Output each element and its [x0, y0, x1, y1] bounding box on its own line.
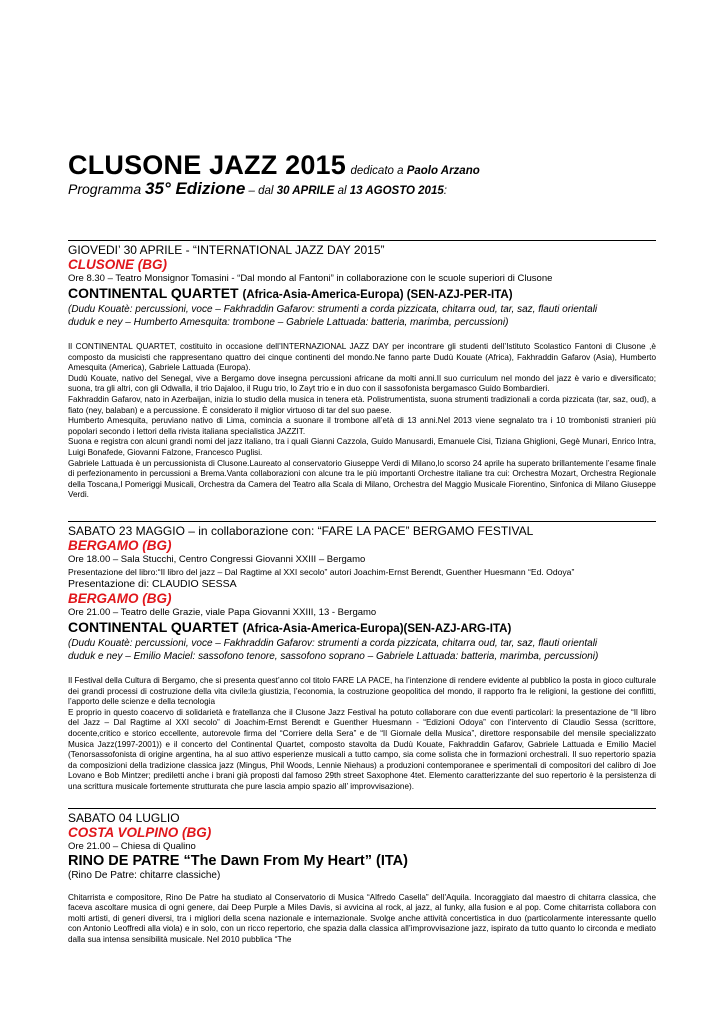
event-description: Il CONTINENTAL QUARTET, costituito in occasione dell’INTERNAZIONAL JAZZ DAY per incontrare gli studenti dell’Istituto Scolastico Fantoni di Clusone ,è composto da musicisti che rappresentano quattro dei cinque continenti del mondo.Ne fanno parte Dudù Kouate (Africa), Fakhraddin Gafarov (Asia), Humberto Amesquita (America), Gabriele Lattuada (Europa). Dudù Kouate, nativo del Senegal, vive a Bergamo dove insegna percussioni africane da molti anni.Il suo curriculum nel mondo del jazz è vario e diversificato; suona, tra gli altri, con gli Odwalla, il trio Dajaloo, il Rugu trio, lo Zayt trio e in duo con il sassofonista bergamasco Guido Bombardieri. Fakhraddin Gafarov, nato in Azerbaijan, inizia lo studio della musica in tenera età. Polistrumentista, suona strumenti tradizionali a corda pizzicata (tar, saz, oud), a fiato (ney, balaban) e a percussione. È considerato il miglior virtuoso di tar del suo paese. Humberto Amesquita, peruviano nativo di Lima, comincia a suonare il trombone all’età di 13 anni.Nel 2013 viene segnalato tra i 10 trombonisti stranieri più popolari secondo i lettori della rivista italiana specialistica JAZZIT. Suona e registra con alcuni grandi nomi del jazz italiano, tra i quali Gianni Cazzola, Guido Manusardi, Emanuele Cisi, Tiziana Ghiglioni, Gegè Munari, Enrico Intra, Luigi Bonafede, Giovanni Falzone, Francesco Puglisi. Gabriele Lattuada è un percussionista di Clusone.Laureato al conservatorio Giuseppe Verdi di Milano,lo scorso 24 aprile ha superato brillantemente l’esame finale di perfezionamento in percussioni a Brema.Vanta collaborazioni con alcune tra le più importanti Orchestre italiane tra cui: Orchestra Mozart, Orchestra Regionale della Toscana,I Pomeriggi Musicali, Orchestra da Camera del Teatro alla Scala di Milano, Orchestra del Maggio Musicale Fiorentino, Sinfonica di Milano Giuseppe Verdi.: [68, 342, 656, 500]
event-day: GIOVEDI’ 30 APRILE - “INTERNATIONAL JAZZ DAY 2015”: [68, 243, 385, 257]
event-description: Il Festival della Cultura di Bergamo, che si presenta quest’anno col titolo FARE LA PACE, ha l’intenzione di rendere evidente al pubblico la posta in gioco culturale dei grandi processi di costruzione della vita civile:la giustizia, l’economia, la costruzione geopolitica del mondo, il rapporto fra le religioni, la gestione dei conflitti, l’apporto delle scienze e della tecnologia E proprio in questo coacervo di solidarietà e fratellanza che il Clusone Jazz Festival ha potuto collaborare con due eventi particolari: la presentazione de “Il libro del Jazz – Dal Ragtime al XXI secolo” di Joachim-Ernst Berendt e Guenther Huesmann - “Edizioni Odoya” con l’intervento di Claudio Sessa (scrittore, docente,critico e storico eccellente, autorevole firma del “Corriere della Sera” e de “Il Giornale della Musica”, direttore responsabile del mensile specializzato Musica Jazz(1997-2001)) e il concerto del Continental Quartet, composto stavolta da Dudù Kouate, Fakhraddin Gafarov, Gabriele Lattuada e Emilio Maciel (Tenorsassofonista di origine argentina, ha al suo attivo esperienze musicali a tutto campo, sia come solista che in formazioni orchestrali. Il suo repertorio spazia da composizioni della tradizione classica jazz (Mingus, Phil Woods, Lennie Niehaus) a produzioni contemporanee e sperimentali di compositori del calibro di Joe Lovano e Bob Mintzer; prediletti anche i brani già proposti dal famoso 29th street Saxophone 4tet. Elemento caratterizzante del suo repertorio è la persistenza di una scrittura musicale fortemente strutturata che pure lascia ampio spazio all’ improvvisazione).: [68, 676, 656, 791]
band-name: CONTINENTAL QUARTET (Africa-Asia-America-Europa)(SEN-AZJ-ARG-ITA): [68, 619, 512, 635]
event-place: BERGAMO (BG): [68, 538, 172, 553]
event-info: Ore 21.00 – Chiesa di Qualino: [68, 841, 196, 852]
book-presentation: Presentazione del libro:“Il libro del jazz – Dal Ragtime al XXI secolo” autori Joachim-Ernst Berendt, Guenther Huesmann “Ed. Odoya”: [68, 567, 575, 577]
event-day: SABATO 23 MAGGIO – in collaborazione con: “FARE LA PACE” BERGAMO FESTIVAL: [68, 524, 534, 538]
band-lineup: (Dudu Kouatè: percussioni, voce – Fakhraddin Gafarov: strumenti a corda pizzicata, chitarra oud, tar, saz, flauti orientali duduk e ney – Emilio Maciel: sassofono tenore, sassofono soprano – Gabriele Lattuada: batteria, marimba, percussioni): [68, 638, 599, 662]
divider: [68, 808, 656, 809]
performer-lineup: (Rino De Patre: chitarre classiche): [68, 870, 221, 881]
event-info: Ore 18.00 – Sala Stucchi, Centro Congressi Giovanni XXIII – Bergamo: [68, 554, 366, 565]
event-description: Chitarrista e compositore, Rino De Patre ha studiato al Conservatorio di Musica “Alfredo Casella” dell’Aquila. Incoraggiato dal maestro di chitarra classica, che faceva ascoltare musica di ogni genere, dai Deep Purple a Miles Davis, si avvicina al rock, al jazz, al funky, alla fusion e al pop. Come chitarrista collabora con molti artisti, di generi diversi, tra i migliori della scena nazionale e internazionale. Svolge anche attività concertistica in duo (particolarmente interessante quello con Antonio Leoffredi alla viola) e in solo, con un ricco repertorio, che spazia dalla classica all’improvvisazione jazz, ispirato da tutto quanto lo circonda e mediato dalla sua intensa sensibilità musicale. Nel 2010 pubblica “The: [68, 892, 656, 944]
dedication-name: Paolo Arzano: [406, 165, 480, 177]
event-section-2: [68, 524, 656, 793]
program-subtitle: Programma 35° Edizione – dal 30 APRILE al 13 AGOSTO 2015:: [68, 179, 447, 198]
presenter: Presentazione di: CLAUDIO SESSA: [68, 578, 237, 590]
divider: [68, 240, 656, 241]
edition: 35° Edizione: [145, 179, 246, 198]
event-info: Ore 8.30 – Teatro Monsignor Tomasini - “Dal mondo al Fantoni” in collaborazione con le scuole superiori di Clusone: [68, 273, 553, 284]
title-main: CLUSONE JAZZ 2015: [68, 150, 346, 180]
performer-name: RINO DE PATRE “The Dawn From My Heart” (ITA): [68, 853, 408, 869]
festival-title: [68, 150, 480, 181]
band-lineup: (Dudu Kouatè: percussioni, voce – Fakhraddin Gafarov: strumenti a corda pizzicata, chitarra oud, tar, saz, flauti orientali duduk e ney – Humberto Amesquita: trombone – Gabriele Lattuada: batteria, marimba, percussioni): [68, 304, 598, 328]
event-info: Ore 21.00 – Teatro delle Grazie, viale Papa Giovanni XXIII, 13 - Bergamo: [68, 607, 377, 618]
event-section-1: [68, 243, 656, 501]
dedication: dedicato a Paolo Arzano: [350, 165, 480, 177]
band-name: CONTINENTAL QUARTET (Africa-Asia-America-Europa) (SEN-AZJ-PER-ITA): [68, 285, 513, 301]
event-place: BERGAMO (BG): [68, 591, 172, 606]
divider: [68, 521, 656, 522]
event-section-3: [68, 811, 656, 945]
event-place: CLUSONE (BG): [68, 257, 167, 272]
event-day: SABATO 04 LUGLIO: [68, 811, 180, 825]
event-place: COSTA VOLPINO (BG): [68, 825, 212, 840]
